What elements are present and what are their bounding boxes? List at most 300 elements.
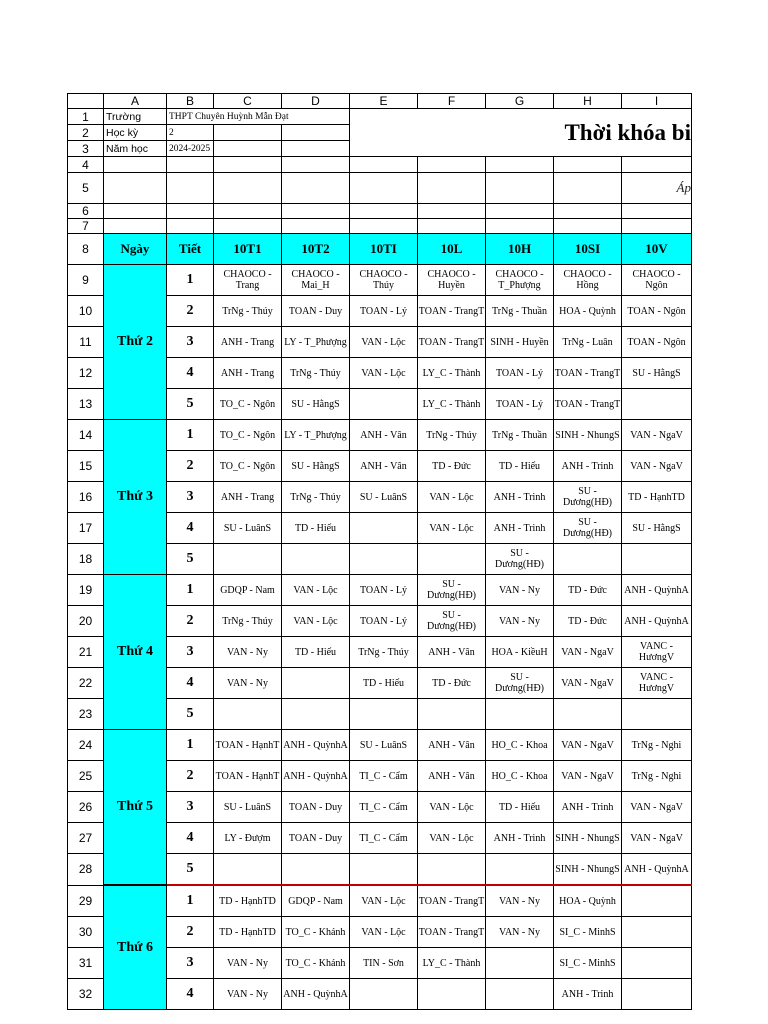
row-number[interactable]: 9 [68, 265, 104, 296]
schedule-cell[interactable]: ANH - QuỳnhA [282, 761, 350, 792]
schedule-cell[interactable]: TrNg - Thúy [214, 296, 282, 327]
schedule-cell[interactable] [350, 513, 418, 544]
empty-cell[interactable] [350, 219, 418, 234]
schedule-cell[interactable]: SU - LuânS [214, 513, 282, 544]
schedule-cell[interactable] [622, 948, 692, 979]
schedule-cell[interactable]: TD - HạnhTD [622, 482, 692, 513]
timetable-row [68, 420, 692, 451]
empty-cell[interactable] [554, 219, 622, 234]
row-number[interactable]: 22 [68, 668, 104, 699]
schedule-cell[interactable]: SINH - NhungS [554, 823, 622, 854]
schedule-cell[interactable]: VAN - Ny [214, 979, 282, 1010]
class-column-header[interactable]: 10SI [554, 234, 622, 265]
column-header[interactable]: A [104, 94, 167, 109]
schedule-cell[interactable] [622, 979, 692, 1010]
empty-cell[interactable] [167, 173, 214, 204]
schedule-cell[interactable]: TI_C - Cẩm [350, 792, 418, 823]
day-label[interactable]: Thứ 4 [104, 575, 167, 730]
schedule-cell[interactable]: VAN - Lộc [350, 327, 418, 358]
schedule-cell[interactable]: VAN - Ny [486, 606, 554, 637]
column-header-row [68, 94, 692, 109]
schedule-cell[interactable] [350, 854, 418, 886]
row-number[interactable]: 11 [68, 327, 104, 358]
class-column-header[interactable]: 10V [622, 234, 692, 265]
schedule-cell[interactable] [486, 699, 554, 730]
schedule-cell[interactable]: ANH - Trang [214, 482, 282, 513]
schedule-cell[interactable]: TOAN - Duy [282, 792, 350, 823]
schedule-cell[interactable] [418, 544, 486, 575]
schedule-cell[interactable]: ANH - Trang [214, 327, 282, 358]
schedule-cell[interactable]: ANH - QuỳnhA [282, 730, 350, 761]
schedule-cell[interactable]: TD - Đức [418, 668, 486, 699]
empty-cell[interactable] [622, 157, 692, 173]
schedule-cell[interactable]: VAN - Lộc [418, 823, 486, 854]
schedule-cell[interactable]: VAN - Ny [214, 637, 282, 668]
empty-cell[interactable] [167, 157, 214, 173]
schedule-cell[interactable]: LY - Đượm [214, 823, 282, 854]
schedule-cell[interactable]: VAN - Ny [486, 575, 554, 606]
schedule-cell[interactable]: VAN - NgaV [622, 792, 692, 823]
timetable-row [68, 265, 692, 296]
schedule-cell[interactable]: TrNg - Nghi [622, 730, 692, 761]
schedule-cell[interactable]: TD - Hiếu [486, 792, 554, 823]
period-number[interactable]: 3 [167, 482, 214, 513]
schedule-cell[interactable]: SI_C - MinhS [554, 948, 622, 979]
empty-cell[interactable] [282, 219, 350, 234]
day-label[interactable]: Thứ 6 [104, 885, 167, 1010]
schedule-cell[interactable]: TO_C - Khánh [282, 917, 350, 948]
schedule-cell[interactable]: VAN - NgaV [622, 823, 692, 854]
empty-cell[interactable] [486, 173, 554, 204]
schedule-cell[interactable]: CHAOCO - Hồng [554, 265, 622, 296]
empty-cell[interactable] [214, 157, 282, 173]
schedule-cell[interactable]: TOAN - Duy [282, 823, 350, 854]
schedule-cell[interactable]: LY_C - Thành [418, 358, 486, 389]
schedule-cell[interactable]: TOAN - TrangT [418, 327, 486, 358]
schedule-cell[interactable]: VAN - Lộc [282, 575, 350, 606]
schedule-cell[interactable] [418, 699, 486, 730]
schedule-cell[interactable]: TOAN - HạnhT [214, 761, 282, 792]
empty-cell[interactable] [282, 157, 350, 173]
term-value[interactable]: 2 [167, 125, 214, 141]
schedule-cell[interactable]: ANH - QuỳnhA [622, 606, 692, 637]
empty-cell[interactable] [104, 204, 167, 219]
row-number[interactable]: 1 [68, 109, 104, 125]
row-number[interactable]: 2 [68, 125, 104, 141]
day-label[interactable]: Thứ 5 [104, 730, 167, 886]
schedule-cell[interactable]: TOAN - Lý [486, 389, 554, 420]
row-number[interactable]: 10 [68, 296, 104, 327]
schedule-cell[interactable] [214, 854, 282, 886]
schedule-cell[interactable]: ANH - Vân [418, 637, 486, 668]
period-number[interactable]: 2 [167, 606, 214, 637]
schedule-cell[interactable]: TOAN - TrangT [418, 917, 486, 948]
schedule-cell[interactable] [554, 544, 622, 575]
schedule-cell[interactable] [622, 917, 692, 948]
schedule-cell[interactable]: TD - Hiếu [282, 513, 350, 544]
period-number[interactable]: 2 [167, 917, 214, 948]
apply-date-fragment[interactable]: Áp [622, 173, 692, 204]
schedule-cell[interactable]: TOAN - TrangT [418, 885, 486, 917]
period-number[interactable]: 2 [167, 761, 214, 792]
empty-cell[interactable] [486, 204, 554, 219]
empty-cell[interactable] [554, 173, 622, 204]
empty-cell[interactable] [104, 173, 167, 204]
schedule-cell[interactable]: ANH - Trinh [486, 823, 554, 854]
schedule-cell[interactable]: TOAN - Lý [350, 575, 418, 606]
period-column-header[interactable]: Tiết [167, 234, 214, 265]
schedule-cell[interactable]: SU - Dương(HĐ) [418, 575, 486, 606]
class-column-header[interactable]: 10T2 [282, 234, 350, 265]
row-number[interactable]: 14 [68, 420, 104, 451]
schedule-cell[interactable] [622, 699, 692, 730]
class-column-header[interactable]: 10H [486, 234, 554, 265]
schedule-cell[interactable]: VAN - NgaV [554, 761, 622, 792]
empty-cell[interactable] [167, 204, 214, 219]
schedule-cell[interactable]: ANH - Trinh [486, 482, 554, 513]
schedule-cell[interactable]: TrNg - Thúy [214, 606, 282, 637]
schedule-cell[interactable]: TrNg - Nghi [622, 761, 692, 792]
select-all-corner[interactable] [68, 94, 104, 109]
row-number[interactable]: 18 [68, 544, 104, 575]
row-number[interactable]: 20 [68, 606, 104, 637]
schedule-cell[interactable]: SU - HằngS [282, 451, 350, 482]
period-number[interactable]: 4 [167, 823, 214, 854]
empty-cell[interactable] [418, 173, 486, 204]
schedule-cell[interactable]: ANH - Vân [350, 420, 418, 451]
schedule-cell[interactable]: VAN - Lộc [350, 358, 418, 389]
row-number[interactable]: 30 [68, 917, 104, 948]
schedule-cell[interactable]: TrNg - Thúy [350, 637, 418, 668]
schedule-cell[interactable] [214, 699, 282, 730]
schedule-cell[interactable]: TrNg - Luân [554, 327, 622, 358]
schedule-cell[interactable]: LY - T_Phượng [282, 420, 350, 451]
schedule-cell[interactable]: VAN - NgaV [554, 668, 622, 699]
period-number[interactable]: 5 [167, 544, 214, 575]
empty-cell[interactable] [622, 219, 692, 234]
empty-cell[interactable] [486, 219, 554, 234]
year-value[interactable]: 2024-2025 [167, 141, 214, 157]
empty-cell[interactable] [104, 219, 167, 234]
schedule-cell[interactable]: TD - Hiếu [282, 637, 350, 668]
schedule-cell[interactable]: ANH - Trang [214, 358, 282, 389]
class-column-header[interactable]: 10T1 [214, 234, 282, 265]
row-number[interactable]: 24 [68, 730, 104, 761]
row-number[interactable]: 4 [68, 157, 104, 173]
row-number[interactable]: 28 [68, 854, 104, 886]
schedule-cell[interactable]: TD - Hiếu [350, 668, 418, 699]
schedule-cell[interactable]: TOAN - Ngôn [622, 296, 692, 327]
period-number[interactable]: 4 [167, 668, 214, 699]
schedule-cell[interactable] [282, 699, 350, 730]
empty-cell[interactable] [554, 204, 622, 219]
empty-cell[interactable] [418, 204, 486, 219]
empty-cell[interactable] [554, 157, 622, 173]
row-number[interactable]: 15 [68, 451, 104, 482]
schedule-cell[interactable] [622, 389, 692, 420]
row-number[interactable]: 23 [68, 699, 104, 730]
period-number[interactable]: 1 [167, 885, 214, 917]
column-header[interactable]: D [282, 94, 350, 109]
row-number[interactable]: 25 [68, 761, 104, 792]
schedule-cell[interactable]: TrNg - Thuần [486, 420, 554, 451]
schedule-cell[interactable]: SINH - Huyền [486, 327, 554, 358]
schedule-cell[interactable]: TOAN - TrangT [554, 389, 622, 420]
schedule-cell[interactable]: TrNg - Thuần [486, 296, 554, 327]
schedule-cell[interactable]: TrNg - Thúy [418, 420, 486, 451]
row-number[interactable]: 13 [68, 389, 104, 420]
row-number[interactable]: 7 [68, 219, 104, 234]
schedule-cell[interactable]: TOAN - Ngôn [622, 327, 692, 358]
schedule-cell[interactable] [282, 854, 350, 886]
schedule-cell[interactable] [350, 389, 418, 420]
schedule-cell[interactable]: VAN - Lộc [350, 917, 418, 948]
row-number[interactable]: 5 [68, 173, 104, 204]
period-number[interactable]: 3 [167, 637, 214, 668]
empty-cell[interactable] [282, 141, 350, 157]
period-number[interactable]: 3 [167, 948, 214, 979]
period-number[interactable]: 4 [167, 513, 214, 544]
schedule-cell[interactable]: SU - LuânS [350, 730, 418, 761]
schedule-cell[interactable]: CHAOCO - T_Phượng [486, 265, 554, 296]
period-number[interactable]: 2 [167, 296, 214, 327]
empty-cell[interactable] [622, 204, 692, 219]
period-number[interactable]: 1 [167, 730, 214, 761]
schedule-cell[interactable]: TIN - Sơn [350, 948, 418, 979]
year-label[interactable]: Năm học [104, 141, 167, 157]
row-number[interactable]: 29 [68, 885, 104, 917]
schedule-cell[interactable]: ANH - Vân [350, 451, 418, 482]
schedule-cell[interactable] [554, 699, 622, 730]
schedule-cell[interactable]: CHAOCO - Mai_H [282, 265, 350, 296]
class-column-header[interactable]: 10L [418, 234, 486, 265]
schedule-cell[interactable]: VAN - NgaV [554, 730, 622, 761]
period-number[interactable]: 5 [167, 854, 214, 886]
schedule-cell[interactable]: ANH - Vân [418, 730, 486, 761]
row-number[interactable]: 31 [68, 948, 104, 979]
schedule-cell[interactable]: HOA - Quỳnh [554, 296, 622, 327]
page-title[interactable]: Thời khóa bi [350, 109, 692, 157]
row-number[interactable]: 6 [68, 204, 104, 219]
school-value[interactable]: THPT Chuyên Huỳnh Mẫn Đạt [167, 109, 350, 125]
schedule-cell[interactable]: VAN - Ny [486, 917, 554, 948]
empty-cell[interactable] [350, 204, 418, 219]
schedule-cell[interactable]: CHAOCO - Ngôn [622, 265, 692, 296]
schedule-cell[interactable]: SU - HằngS [622, 358, 692, 389]
empty-cell[interactable] [214, 173, 282, 204]
schedule-cell[interactable]: TOAN - Lý [486, 358, 554, 389]
empty-cell[interactable] [214, 219, 282, 234]
row-number[interactable]: 21 [68, 637, 104, 668]
schedule-cell[interactable]: TO_C - Ngôn [214, 451, 282, 482]
column-header[interactable]: H [554, 94, 622, 109]
schedule-cell[interactable]: VAN - Ny [486, 885, 554, 917]
schedule-cell[interactable]: ANH - Trinh [554, 451, 622, 482]
schedule-cell[interactable]: VANC - HươngV [622, 668, 692, 699]
row-number[interactable]: 3 [68, 141, 104, 157]
schedule-cell[interactable]: HOA - KiềuH [486, 637, 554, 668]
schedule-cell[interactable] [214, 544, 282, 575]
schedule-cell[interactable]: TI_C - Cẩm [350, 823, 418, 854]
schedule-cell[interactable] [282, 544, 350, 575]
schedule-cell[interactable] [418, 854, 486, 886]
schedule-cell[interactable] [622, 885, 692, 917]
empty-cell[interactable] [350, 157, 418, 173]
period-number[interactable]: 1 [167, 420, 214, 451]
schedule-cell[interactable]: TO_C - Ngôn [214, 420, 282, 451]
schedule-cell[interactable]: VAN - NgaV [622, 420, 692, 451]
schedule-cell[interactable]: VAN - Lộc [418, 792, 486, 823]
empty-cell[interactable] [282, 204, 350, 219]
row-number[interactable]: 16 [68, 482, 104, 513]
schedule-cell[interactable] [486, 979, 554, 1010]
empty-cell[interactable] [167, 219, 214, 234]
schedule-cell[interactable]: LY_C - Thành [418, 948, 486, 979]
schedule-cell[interactable]: CHAOCO - Huyền [418, 265, 486, 296]
schedule-cell[interactable]: TOAN - Duy [282, 296, 350, 327]
schedule-cell[interactable]: SI_C - MinhS [554, 917, 622, 948]
period-number[interactable]: 3 [167, 792, 214, 823]
column-header[interactable]: G [486, 94, 554, 109]
row-number[interactable]: 26 [68, 792, 104, 823]
period-number[interactable]: 4 [167, 979, 214, 1010]
empty-cell[interactable] [214, 141, 282, 157]
schedule-cell[interactable] [350, 699, 418, 730]
column-header[interactable]: E [350, 94, 418, 109]
schedule-cell[interactable]: VANC - HươngV [622, 637, 692, 668]
schedule-cell[interactable]: TD - Đức [418, 451, 486, 482]
schedule-cell[interactable]: ANH - Trinh [554, 979, 622, 1010]
schedule-cell[interactable]: TO_C - Ngôn [214, 389, 282, 420]
column-header[interactable]: B [167, 94, 214, 109]
empty-cell[interactable] [350, 173, 418, 204]
period-number[interactable]: 3 [167, 327, 214, 358]
schedule-cell[interactable]: TD - HạnhTD [214, 885, 282, 917]
schedule-cell[interactable]: VAN - Ny [214, 668, 282, 699]
schedule-cell[interactable] [486, 948, 554, 979]
day-label[interactable]: Thứ 2 [104, 265, 167, 420]
schedule-cell[interactable]: GDQP - Nam [282, 885, 350, 917]
empty-cell[interactable] [486, 157, 554, 173]
timetable-header-row [68, 234, 692, 265]
schedule-cell[interactable]: SU - HằngS [622, 513, 692, 544]
schedule-cell[interactable]: TOAN - HạnhT [214, 730, 282, 761]
empty-cell[interactable] [282, 125, 350, 141]
empty-cell[interactable] [418, 157, 486, 173]
period-number[interactable]: 2 [167, 451, 214, 482]
class-column-header[interactable]: 10TI [350, 234, 418, 265]
schedule-cell[interactable]: SU - Dương(HĐ) [418, 606, 486, 637]
schedule-cell[interactable]: CHAOCO - Thúy [350, 265, 418, 296]
column-header[interactable]: I [622, 94, 692, 109]
schedule-cell[interactable]: ANH - QuỳnhA [622, 854, 692, 886]
schedule-cell[interactable]: VAN - NgaV [622, 451, 692, 482]
empty-cell[interactable] [104, 157, 167, 173]
schedule-cell[interactable]: VAN - Lộc [350, 885, 418, 917]
empty-cell[interactable] [214, 204, 282, 219]
schedule-cell[interactable] [350, 979, 418, 1010]
schedule-cell[interactable]: ANH - QuỳnhA [622, 575, 692, 606]
schedule-cell[interactable] [486, 854, 554, 886]
schedule-cell[interactable]: ANH - Trinh [554, 792, 622, 823]
schedule-cell[interactable]: SU - Dương(HĐ) [486, 668, 554, 699]
schedule-cell[interactable]: LY_C - Thành [418, 389, 486, 420]
period-number[interactable]: 5 [167, 389, 214, 420]
schedule-cell[interactable] [622, 544, 692, 575]
empty-cell[interactable] [282, 173, 350, 204]
day-column-header[interactable]: Ngày [104, 234, 167, 265]
column-header[interactable]: F [418, 94, 486, 109]
schedule-cell[interactable]: TOAN - TrangT [418, 296, 486, 327]
schedule-cell[interactable]: SU - Dương(HĐ) [554, 513, 622, 544]
row-number[interactable]: 32 [68, 979, 104, 1010]
schedule-cell[interactable]: CHAOCO - Trang [214, 265, 282, 296]
schedule-cell[interactable]: SINH - NhungS [554, 420, 622, 451]
schedule-cell[interactable]: ANH - Vân [418, 761, 486, 792]
schedule-cell[interactable]: TOAN - Lý [350, 606, 418, 637]
schedule-cell[interactable]: SU - Dương(HĐ) [554, 482, 622, 513]
row-number[interactable]: 27 [68, 823, 104, 854]
school-label[interactable]: Trường [104, 109, 167, 125]
schedule-cell[interactable]: TD - Đức [554, 606, 622, 637]
period-number[interactable]: 1 [167, 265, 214, 296]
schedule-cell[interactable]: ANH - QuỳnhA [282, 979, 350, 1010]
schedule-cell[interactable]: TI_C - Cẩm [350, 761, 418, 792]
schedule-cell[interactable]: TrNg - Thúy [282, 482, 350, 513]
empty-cell[interactable] [418, 219, 486, 234]
row-number[interactable]: 12 [68, 358, 104, 389]
term-label[interactable]: Học kỳ [104, 125, 167, 141]
schedule-cell[interactable]: SU - LuânS [214, 792, 282, 823]
schedule-cell[interactable]: ANH - Trinh [486, 513, 554, 544]
schedule-cell[interactable] [282, 668, 350, 699]
schedule-cell[interactable]: SINH - NhungS [554, 854, 622, 886]
schedule-cell[interactable]: TO_C - Khánh [282, 948, 350, 979]
schedule-cell[interactable]: HO_C - Khoa [486, 761, 554, 792]
row-number[interactable]: 17 [68, 513, 104, 544]
schedule-cell[interactable]: VAN - NgaV [554, 637, 622, 668]
schedule-cell[interactable] [418, 979, 486, 1010]
schedule-cell[interactable]: VAN - Ny [214, 948, 282, 979]
schedule-cell[interactable]: TD - Đức [554, 575, 622, 606]
schedule-cell[interactable]: GDQP - Nam [214, 575, 282, 606]
period-number[interactable]: 4 [167, 358, 214, 389]
schedule-cell[interactable]: HO_C - Khoa [486, 730, 554, 761]
schedule-cell[interactable]: VAN - Lộc [418, 482, 486, 513]
period-number[interactable]: 1 [167, 575, 214, 606]
schedule-cell[interactable]: VAN - Lộc [418, 513, 486, 544]
day-label[interactable]: Thứ 3 [104, 420, 167, 575]
sheet-row [68, 109, 692, 125]
period-number[interactable]: 5 [167, 699, 214, 730]
schedule-cell[interactable]: TD - HạnhTD [214, 917, 282, 948]
row-number[interactable]: 19 [68, 575, 104, 606]
schedule-cell[interactable]: TOAN - Lý [350, 296, 418, 327]
schedule-cell[interactable]: TD - Hiếu [486, 451, 554, 482]
schedule-cell[interactable]: SU - LuânS [350, 482, 418, 513]
schedule-cell[interactable]: VAN - Lộc [282, 606, 350, 637]
schedule-cell[interactable]: TOAN - TrangT [554, 358, 622, 389]
schedule-cell[interactable]: SU - Dương(HĐ) [486, 544, 554, 575]
empty-cell[interactable] [214, 125, 282, 141]
schedule-cell[interactable]: HOA - Quỳnh [554, 885, 622, 917]
row-number[interactable]: 8 [68, 234, 104, 265]
schedule-cell[interactable]: TrNg - Thúy [282, 358, 350, 389]
schedule-cell[interactable]: LY - T_Phượng [282, 327, 350, 358]
schedule-cell[interactable]: SU - HằngS [282, 389, 350, 420]
column-header[interactable]: C [214, 94, 282, 109]
schedule-cell[interactable] [350, 544, 418, 575]
